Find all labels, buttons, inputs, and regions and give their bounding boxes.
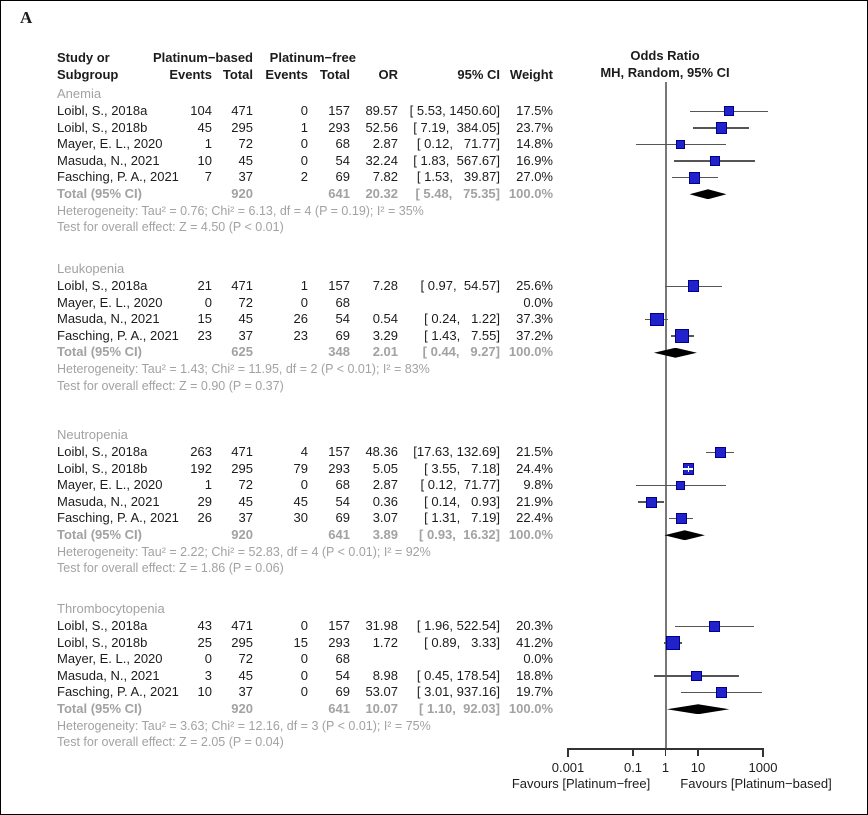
- total-control: 69: [335, 327, 350, 343]
- total-control: 157: [328, 103, 350, 118]
- events-treatment: 45: [197, 119, 212, 135]
- confidence-interval: [ 1.96, 522.54]: [416, 618, 500, 633]
- heterogeneity-note: Heterogeneity: Tau² = 1.43; Chi² = 11.95, df = 2 (P < 0.01); I² = 83%: [57, 362, 430, 376]
- events-treatment: 192: [190, 460, 212, 476]
- or-point-marker: [676, 140, 686, 150]
- section-label-row: [0, 601, 868, 618]
- total-treatment: 45: [238, 152, 253, 168]
- favours-left-label: Favours [Platinum−free]: [511, 776, 651, 791]
- weight-value: 27.0%: [516, 169, 553, 185]
- weight-value: 24.4%: [516, 460, 553, 476]
- total-weight: 100.0%: [508, 701, 553, 716]
- odds-ratio-value: 0.54: [372, 311, 398, 327]
- total-confidence-interval: [ 0.93, 16.32]: [419, 527, 500, 542]
- or-point-marker: [724, 106, 734, 116]
- events-control: 0: [300, 103, 308, 118]
- study-row: [0, 494, 868, 511]
- weight-value: 37.2%: [516, 327, 553, 343]
- odds-ratio-value: 52.56: [365, 119, 398, 135]
- events-control: 1: [300, 278, 308, 293]
- odds-ratio-value: 0.36: [372, 493, 398, 509]
- total-control-sum: 641: [328, 527, 350, 542]
- events-control: 0: [300, 667, 308, 683]
- events-control: 30: [293, 510, 308, 526]
- total-diamond: [654, 348, 697, 358]
- or-point-marker: [716, 687, 727, 698]
- total-treatment: 72: [238, 136, 253, 152]
- total-treatment: 45: [238, 493, 253, 509]
- odds-ratio-value: 7.82: [372, 169, 398, 185]
- total-treatment: 471: [231, 278, 253, 293]
- heterogeneity-row: [0, 718, 868, 735]
- total-treatment-sum: 920: [231, 701, 253, 716]
- total-row: [0, 527, 868, 544]
- odds-ratio-value: 5.05: [372, 460, 398, 476]
- weight-value: 25.6%: [516, 278, 553, 293]
- total-weight: 100.0%: [508, 186, 553, 201]
- col-header-total-1: Total: [222, 66, 253, 82]
- study-row: [0, 618, 868, 635]
- events-treatment: 7: [204, 169, 212, 185]
- overall-effect-note: Test for overall effect: Z = 2.05 (P = 0.04): [57, 735, 284, 750]
- or-point-marker: [666, 636, 680, 650]
- total-weight: 100.0%: [508, 527, 553, 542]
- total-control: 54: [335, 667, 350, 683]
- study-name: Fasching, P. A., 2021: [57, 510, 179, 526]
- odds-ratio-value: 31.98: [365, 618, 398, 633]
- col-header-total-2: Total: [319, 66, 350, 82]
- confidence-interval: [ 0.45, 178.54]: [416, 667, 500, 683]
- study-name: Loibl, S., 2018a: [57, 444, 148, 459]
- col-header-ci: 95% CI: [457, 66, 500, 82]
- total-treatment: 37: [238, 169, 253, 185]
- events-treatment: 1: [204, 136, 212, 152]
- events-treatment: 0: [204, 294, 212, 310]
- total-treatment: 295: [231, 119, 253, 135]
- col-header-events-1: Events: [169, 66, 212, 82]
- overall-effect-row: [0, 378, 868, 395]
- weight-value: 41.2%: [516, 634, 553, 650]
- total-treatment: 37: [238, 684, 253, 700]
- total-treatment-sum: 625: [231, 344, 253, 360]
- section-label-row: [0, 261, 868, 278]
- events-treatment: 1: [204, 477, 212, 493]
- events-control: 0: [300, 684, 308, 700]
- events-control: 2: [300, 169, 308, 185]
- study-row: [0, 668, 868, 685]
- study-row: [0, 684, 868, 701]
- study-name: Loibl, S., 2018a: [57, 618, 148, 633]
- confidence-interval: [ 3.01, 937.16]: [416, 684, 500, 700]
- total-confidence-interval: [ 5.48, 75.35]: [415, 186, 500, 201]
- total-treatment: 37: [238, 327, 253, 343]
- weight-value: 0.0%: [523, 294, 553, 310]
- favours-right-label: Favours [Platinum−based]: [680, 776, 832, 791]
- study-row: [0, 635, 868, 652]
- col-header-study-line1: Study or: [57, 50, 110, 65]
- study-row: [0, 136, 868, 153]
- confidence-interval: [ 0.14, 0.93]: [424, 493, 500, 509]
- total-treatment: 471: [231, 103, 253, 118]
- total-control: 69: [335, 684, 350, 700]
- or-point-marker: [675, 329, 689, 343]
- total-label: Total (95% CI): [57, 186, 142, 201]
- total-control-sum: 641: [328, 186, 350, 201]
- panel-label: A: [20, 8, 33, 27]
- x-axis-tick-label: 10: [690, 760, 706, 775]
- events-treatment: 10: [197, 684, 212, 700]
- x-axis-tick-label: 1000: [748, 760, 778, 775]
- section-label: Thrombocytopenia: [57, 601, 165, 616]
- study-row: [0, 328, 868, 345]
- total-treatment: 72: [238, 294, 253, 310]
- heterogeneity-note: Heterogeneity: Tau² = 3.63; Chi² = 12.16, df = 3 (P < 0.01); I² = 75%: [57, 718, 431, 733]
- total-treatment-sum: 920: [231, 527, 253, 542]
- confidence-interval: [ 0.24, 1.22]: [424, 311, 500, 327]
- events-treatment: 10: [197, 152, 212, 168]
- heterogeneity-row: [0, 203, 868, 220]
- total-control-sum: 641: [328, 701, 350, 716]
- study-row: [0, 295, 868, 312]
- study-name: Mayer, E. L., 2020: [57, 136, 163, 152]
- total-label: Total (95% CI): [57, 344, 142, 360]
- total-odds-ratio: 10.07: [365, 701, 398, 716]
- study-name: Loibl, S., 2018a: [57, 103, 148, 118]
- events-control: 26: [293, 311, 308, 327]
- or-point-marker: [676, 513, 687, 524]
- or-point-marker: [716, 122, 727, 133]
- total-confidence-interval: [ 0.44, 9.27]: [422, 344, 500, 360]
- total-control: 68: [335, 294, 350, 310]
- events-treatment: 21: [197, 278, 212, 293]
- confidence-interval: [ 1.31, 7.19]: [424, 510, 500, 526]
- confidence-interval: [ 7.19, 384.05]: [413, 119, 500, 135]
- x-axis-tick: [632, 748, 634, 756]
- total-control: 54: [335, 311, 350, 327]
- study-row: [0, 153, 868, 170]
- heterogeneity-note: Heterogeneity: Tau² = 2.22; Chi² = 52.83, df = 4 (P < 0.01); I² = 92%: [57, 544, 431, 559]
- heterogeneity-row: [0, 544, 868, 561]
- odds-ratio-value: 32.24: [365, 152, 398, 168]
- overall-effect-note: Test for overall effect: Z = 1.86 (P = 0.06): [57, 561, 284, 576]
- confidence-interval: [ 0.12, 71.77]: [416, 136, 500, 152]
- odds-ratio-value: 8.98: [372, 667, 398, 683]
- confidence-interval: [ 0.89, 3.33]: [424, 634, 500, 650]
- confidence-interval: [ 1.43, 7.55]: [424, 327, 500, 343]
- confidence-interval: [ 1.83, 567.67]: [413, 152, 500, 168]
- total-label: Total (95% CI): [57, 701, 142, 716]
- or-point-marker: [676, 481, 685, 490]
- col-header-weight: Weight: [509, 66, 553, 82]
- study-name: Mayer, E. L., 2020: [57, 651, 163, 667]
- overall-effect-note: Test for overall effect: Z = 4.50 (P < 0.01): [57, 220, 284, 235]
- total-control: 293: [328, 460, 350, 476]
- study-name: Masuda, N., 2021: [57, 667, 160, 683]
- weight-value: 9.8%: [523, 477, 553, 493]
- col-header-platinum-based: Platinum−based: [152, 50, 253, 65]
- study-row: [0, 651, 868, 668]
- weight-value: 0.0%: [523, 651, 553, 667]
- confidence-interval: [17.63, 132.69]: [413, 444, 500, 459]
- study-name: Loibl, S., 2018a: [57, 278, 148, 293]
- section-label: Neutropenia: [57, 427, 128, 442]
- study-row: [0, 169, 868, 186]
- total-treatment-sum: 920: [231, 186, 253, 201]
- total-treatment: 72: [238, 651, 253, 667]
- events-control: 0: [300, 294, 308, 310]
- total-control: 68: [335, 651, 350, 667]
- study-name: Fasching, P. A., 2021: [57, 327, 179, 343]
- total-row: [0, 186, 868, 203]
- total-row: [0, 701, 868, 718]
- study-row: [0, 120, 868, 137]
- section-label-row: [0, 86, 868, 103]
- weight-value: 17.5%: [516, 103, 553, 118]
- total-control: 157: [328, 278, 350, 293]
- events-treatment: 3: [204, 667, 212, 683]
- events-control: 0: [300, 477, 308, 493]
- events-control: 45: [293, 493, 308, 509]
- total-control: 54: [335, 152, 350, 168]
- total-diamond: [690, 189, 727, 199]
- events-control: 0: [300, 136, 308, 152]
- odds-ratio-value: 2.87: [372, 136, 398, 152]
- total-control: 293: [328, 634, 350, 650]
- x-axis-tick: [567, 748, 569, 757]
- total-treatment: 471: [231, 444, 253, 459]
- confidence-interval: [ 0.97, 54.57]: [420, 278, 500, 293]
- study-name: Loibl, S., 2018b: [57, 460, 148, 476]
- or-point-marker: [688, 280, 700, 292]
- overall-effect-row: [0, 560, 868, 577]
- total-row: [0, 344, 868, 361]
- x-axis-tick-label: 0.001: [551, 760, 585, 775]
- overall-effect-note: Test for overall effect: Z = 0.90 (P = 0.37): [57, 378, 284, 393]
- total-treatment: 45: [238, 311, 253, 327]
- total-treatment: 37: [238, 510, 253, 526]
- section-label: Leukopenia: [57, 261, 125, 276]
- or-point-marker: [710, 156, 720, 166]
- events-control: 15: [293, 634, 308, 650]
- events-control: 4: [300, 444, 308, 459]
- total-treatment: 295: [231, 634, 253, 650]
- study-name: Mayer, E. L., 2020: [57, 294, 163, 310]
- total-control: 69: [335, 510, 350, 526]
- events-treatment: 15: [197, 311, 212, 327]
- weight-value: 18.8%: [516, 667, 553, 683]
- section-label-row: [0, 427, 868, 444]
- odds-ratio-value: 3.07: [372, 510, 398, 526]
- weight-value: 14.8%: [516, 136, 553, 152]
- heterogeneity-row: [0, 361, 868, 378]
- heterogeneity-note: Heterogeneity: Tau² = 0.76; Chi² = 6.13, df = 4 (P = 0.19); I² = 35%: [57, 203, 424, 218]
- study-row: [0, 444, 868, 461]
- events-control: 0: [300, 618, 308, 633]
- odds-ratio-value: 53.07: [365, 684, 398, 700]
- study-name: Masuda, N., 2021: [57, 311, 160, 327]
- total-treatment: 72: [238, 477, 253, 493]
- col-header-or: OR: [378, 66, 398, 82]
- total-treatment: 45: [238, 667, 253, 683]
- confidence-interval: [ 1.53, 39.87]: [416, 169, 500, 185]
- overall-effect-row: [0, 219, 868, 236]
- study-name: Loibl, S., 2018b: [57, 634, 148, 650]
- events-treatment: 29: [197, 493, 212, 509]
- total-control: 157: [328, 444, 350, 459]
- events-treatment: 104: [190, 103, 212, 118]
- or-point-marker: [709, 621, 720, 632]
- total-odds-ratio: 2.01: [372, 344, 398, 360]
- study-name: Masuda, N., 2021: [57, 152, 160, 168]
- study-row: [0, 311, 868, 328]
- study-row: [0, 461, 868, 478]
- total-control-sum: 348: [328, 344, 350, 360]
- study-name: Fasching, P. A., 2021: [57, 684, 179, 700]
- total-control: 54: [335, 493, 350, 509]
- weight-value: 21.5%: [516, 444, 553, 459]
- weight-value: 23.7%: [516, 119, 553, 135]
- total-treatment: 295: [231, 460, 253, 476]
- study-name: Mayer, E. L., 2020: [57, 477, 163, 493]
- events-control: 79: [293, 460, 308, 476]
- total-treatment: 471: [231, 618, 253, 633]
- total-control: 68: [335, 136, 350, 152]
- total-control: 293: [328, 119, 350, 135]
- odds-ratio-value: 2.87: [372, 477, 398, 493]
- study-row: [0, 103, 868, 120]
- events-treatment: 0: [204, 651, 212, 667]
- or-point-marker: [646, 497, 657, 508]
- section-label: Anemia: [57, 86, 102, 101]
- study-name: Masuda, N., 2021: [57, 493, 160, 509]
- total-weight: 100.0%: [508, 344, 553, 360]
- or-point-marker: [691, 671, 701, 681]
- x-axis-tick-label: 1: [661, 760, 670, 775]
- x-axis-tick: [697, 748, 699, 756]
- confidence-interval: [ 3.55, 7.18]: [424, 460, 500, 476]
- col-header-study-line2: Subgroup: [57, 66, 119, 82]
- x-axis-tick-label: 0.1: [623, 760, 643, 775]
- events-control: 0: [300, 651, 308, 667]
- odds-ratio-value: 48.36: [365, 444, 398, 459]
- total-control: 68: [335, 477, 350, 493]
- study-name: Loibl, S., 2018b: [57, 119, 148, 135]
- or-point-marker: [650, 313, 664, 327]
- confidence-interval: [ 0.12, 71.77]: [420, 477, 500, 493]
- total-odds-ratio: 20.32: [365, 186, 398, 201]
- weight-value: 22.4%: [516, 510, 553, 526]
- total-odds-ratio: 3.89: [372, 527, 398, 542]
- col-header-events-2: Events: [265, 66, 308, 82]
- events-control: 0: [300, 152, 308, 168]
- odds-ratio-value: 3.29: [372, 327, 398, 343]
- weight-value: 19.7%: [516, 684, 553, 700]
- x-axis-tick: [762, 748, 764, 757]
- or-point-marker: [689, 172, 701, 184]
- x-axis-tick: [665, 748, 667, 756]
- or-point-marker: [715, 447, 726, 458]
- col-header-platinum-free: Platinum−free: [269, 50, 356, 65]
- events-treatment: 263: [190, 444, 212, 459]
- ci-inside-marker: [688, 466, 689, 472]
- study-row: [0, 510, 868, 527]
- events-control: 1: [300, 119, 308, 135]
- plot-header-model: MH, Random, 95% CI: [600, 64, 730, 80]
- total-label: Total (95% CI): [57, 527, 142, 542]
- total-control: 69: [335, 169, 350, 185]
- odds-ratio-value: 7.28: [372, 278, 398, 293]
- total-control: 157: [328, 618, 350, 633]
- odds-ratio-value: 1.72: [372, 634, 398, 650]
- total-diamond: [667, 704, 729, 714]
- weight-value: 37.3%: [516, 311, 553, 327]
- events-treatment: 23: [197, 327, 212, 343]
- weight-value: 20.3%: [516, 618, 553, 633]
- weight-value: 21.9%: [516, 493, 553, 509]
- events-treatment: 43: [197, 618, 212, 633]
- events-treatment: 26: [197, 510, 212, 526]
- study-name: Fasching, P. A., 2021: [57, 169, 179, 185]
- study-row: [0, 278, 868, 295]
- weight-value: 16.9%: [516, 152, 553, 168]
- odds-ratio-value: 89.57: [365, 103, 398, 118]
- total-confidence-interval: [ 1.10, 92.03]: [419, 701, 500, 716]
- total-diamond: [664, 530, 704, 540]
- events-control: 23: [293, 327, 308, 343]
- events-treatment: 25: [197, 634, 212, 650]
- study-row: [0, 477, 868, 494]
- confidence-interval: [ 5.53, 1450.60]: [409, 103, 500, 118]
- plot-header-odds-ratio: Odds Ratio: [630, 48, 700, 63]
